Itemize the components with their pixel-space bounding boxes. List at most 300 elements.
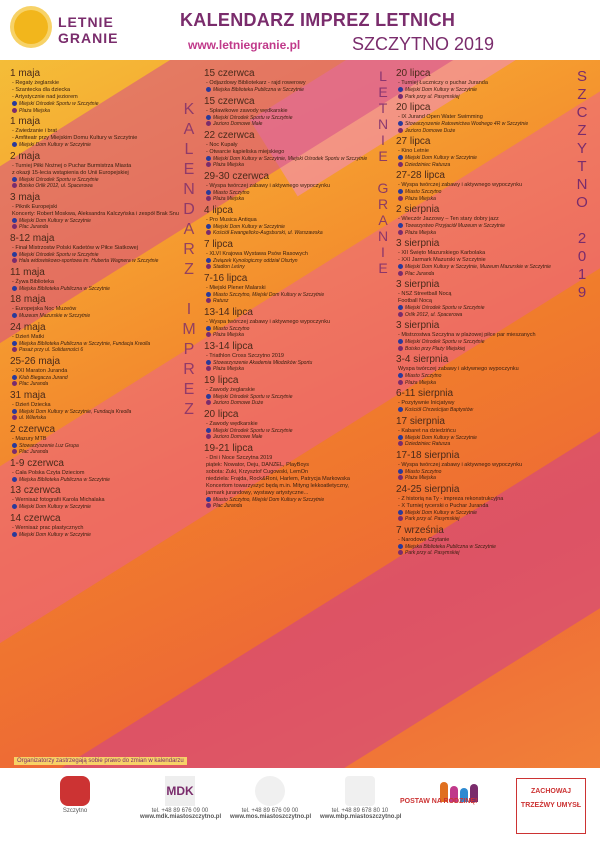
mos-logo <box>255 776 285 806</box>
mdk-url[interactable]: www.mdk.miastoszczytno.pl <box>140 814 222 820</box>
location-text: Plac Juranda <box>213 503 243 509</box>
location-text: Boisko przy Plaży Miejskiej <box>405 345 466 352</box>
organizer-text: Miejski Dom Kultury w Szczytnie <box>405 434 477 441</box>
event-date: 1-9 czerwca <box>10 457 64 469</box>
szczytno-logo[interactable] <box>40 776 110 814</box>
event-title: - Dzień Matki <box>12 333 45 340</box>
vertical-letter: 1 <box>577 266 587 283</box>
event-date: 2 maja <box>10 150 41 162</box>
info-icon <box>12 443 17 448</box>
organizer-text: Miejski Dom Kultury w Szczytnie, Muzeum Mazurskie w Szczytnie <box>405 264 551 270</box>
events-column-1 <box>10 68 195 540</box>
event-location <box>396 312 571 319</box>
event <box>204 341 386 373</box>
info-icon <box>398 87 403 92</box>
organizer-text: Miasto Szczytno <box>213 325 250 332</box>
vertical-letter: E <box>183 161 195 178</box>
location-text: Jezioro Domowe Duże <box>405 127 456 134</box>
event-date: 2 czerwca <box>10 423 56 435</box>
event-location <box>204 196 386 203</box>
location-text: Hala widowiskowo-sportowa im. Huberta Wagnera w Szczytnie <box>19 258 159 264</box>
event-date: 6-11 sierpnia <box>396 388 454 399</box>
event-date: 31 maja <box>10 389 46 401</box>
vertical-letter: S <box>576 68 587 85</box>
event-title: piątek: Nowator, Deju, DANZEL, PlayBoys <box>206 461 310 468</box>
header <box>0 0 600 60</box>
event <box>204 171 386 203</box>
info-icon <box>398 305 403 310</box>
organizer-text: Miejski Ośrodek Sportu w Szczytnie <box>19 251 99 258</box>
event-title: - Piknik Europejski <box>12 203 58 210</box>
event-title: - Zawody żeglarskie <box>206 386 255 393</box>
location-pin-icon <box>12 108 17 113</box>
organizer-text: Miejski Ośrodek Sportu w Szczytnie <box>405 305 485 311</box>
event-location <box>396 550 571 557</box>
event-title: - Kabaret na dziedzińcu <box>398 427 456 434</box>
info-icon <box>206 258 211 263</box>
vertical-letter: D <box>183 201 195 218</box>
location-text: Plaża Miejska <box>213 332 244 338</box>
organizer-text: Miejski Dom Kultury w Szczytnie, Miejski Ośrodek Sportu w Szczytnie <box>213 155 368 162</box>
vertical-letter: Y <box>576 140 587 157</box>
vertical-letter: K <box>183 101 195 118</box>
event-date: 20 lipca <box>204 408 239 420</box>
event-date: 27 lipca <box>396 136 431 147</box>
organizer-text: Stowarzyszenie Luz Grupa <box>19 442 79 449</box>
location-text: Plaża Miejska <box>213 366 244 372</box>
organizer-text: Miejski Dom Kultury w Szczytnie <box>405 87 477 93</box>
event-location <box>396 346 571 353</box>
event-title: - Mazury MTB <box>12 435 47 442</box>
vertical-letter: E <box>378 84 388 100</box>
location-pin-icon <box>206 298 211 303</box>
event-date: 29-30 czerwca <box>204 170 270 182</box>
info-icon <box>206 115 211 120</box>
vertical-letter: G <box>377 180 389 196</box>
event-location <box>10 224 195 231</box>
location-pin-icon <box>12 347 17 352</box>
event-title: - Narodowe Czytanie <box>398 536 450 543</box>
info-icon <box>12 142 17 147</box>
organizer-text: Miejska Biblioteka Publiczna w Szczytnie, Fundacja Kreolla <box>19 340 151 347</box>
location-text: Park przy ul. Pasymskiej <box>405 550 460 556</box>
mos-block[interactable] <box>230 776 310 820</box>
event-organizer <box>10 477 195 484</box>
event <box>10 151 195 190</box>
vertical-letter: Z <box>577 122 587 139</box>
event-date: 20 lipca <box>396 102 431 113</box>
event-location <box>10 183 195 190</box>
mdk-block[interactable] <box>140 776 220 820</box>
event-title: - Wyspa twórczej zabawy i aktywnego wypoczynku <box>206 182 331 189</box>
organizer-text: Miejska Biblioteka Publiczna w Szczytnie <box>213 87 304 93</box>
event-location <box>204 332 386 339</box>
location-pin-icon <box>398 230 403 235</box>
location-text: Pasaż przy ul. Solidarności 6 <box>19 347 84 353</box>
organizer-text: Związek Kynologiczny oddział Olsztyn <box>213 257 298 264</box>
vertical-letter: N <box>576 176 588 193</box>
location-text: Park przy ul. Pasymskiej <box>405 93 460 100</box>
event-location <box>396 271 571 278</box>
event <box>396 416 571 448</box>
event-date: 3 sierpnia <box>396 320 440 331</box>
info-icon <box>398 223 403 228</box>
event <box>10 116 195 149</box>
event-location <box>204 162 386 169</box>
event-date: 3 sierpnia <box>396 279 440 290</box>
vertical-letter: Z <box>184 261 194 278</box>
event-date: 13-14 lipca <box>204 340 253 352</box>
location-pin-icon <box>398 441 403 446</box>
info-icon <box>206 360 211 365</box>
city-year: SZCZYTNO 2019 <box>352 34 495 54</box>
event <box>204 68 386 94</box>
location-text: Plaża Miejska <box>405 379 436 386</box>
event <box>204 307 386 339</box>
event-title: jarmark jurandowy, wystawy artystyczne... <box>206 489 309 496</box>
info-icon <box>398 407 403 412</box>
event-date: 3 maja <box>10 191 41 203</box>
event-location <box>10 449 195 456</box>
event-title: - Wernisaż prac plastycznych <box>12 524 84 531</box>
event <box>10 322 195 354</box>
vertical-letter: R <box>183 361 195 378</box>
event-date: 19-21 lipca <box>204 442 253 454</box>
organizer-text: Miasto Szczytno, Miejski Dom Kultury w Szczytnie <box>213 496 325 503</box>
event <box>396 484 571 523</box>
event-organizer <box>10 504 195 511</box>
event-title: - Cała Polska Czyta Dzieciom <box>12 469 85 476</box>
event-title: - Dni i Noce Szczytna 2019 <box>206 454 273 461</box>
event-date: 15 czerwca <box>204 68 255 79</box>
event-organizer <box>10 313 195 320</box>
event-location <box>396 475 571 482</box>
location-pin-icon <box>206 264 211 269</box>
event-organizer <box>204 87 386 94</box>
event <box>10 294 195 320</box>
event-date: 14 czerwca <box>10 512 61 524</box>
location-pin-icon <box>398 346 403 351</box>
vertical-letter: I <box>381 244 385 260</box>
info-icon <box>206 87 211 92</box>
event-location <box>396 516 571 523</box>
event <box>396 354 571 386</box>
info-icon <box>398 155 403 160</box>
vertical-letter: O <box>576 194 588 211</box>
info-icon <box>398 121 403 126</box>
event-date: 15 czerwca <box>204 95 255 107</box>
location-text: Plaża Miejska <box>405 229 436 236</box>
location-pin-icon <box>206 121 211 126</box>
event-title: - IX Jurand Open Water Swimming <box>398 114 483 120</box>
event <box>204 273 386 305</box>
organizer-text: Miejski Dom Kultury w Szczytnie, Fundacja Kreolla <box>19 408 132 415</box>
event <box>396 238 571 277</box>
location-pin-icon <box>206 503 211 508</box>
organizer-text: Miejski Ośrodek Sportu w Szczytnie <box>19 176 99 183</box>
event-title: - Wieczór Jazzowy – Ten stary dobry jazz <box>398 216 499 222</box>
organizer-text: Miasto Szczytno <box>405 373 442 379</box>
szczytno-logo-label: Szczytno <box>62 808 88 814</box>
location-text: Plac Juranda <box>19 224 49 230</box>
location-pin-icon <box>206 162 211 167</box>
info-icon <box>206 497 211 502</box>
location-pin-icon <box>12 381 17 386</box>
mbp-url[interactable]: www.mbp.miastoszczytno.pl <box>320 814 402 820</box>
vertical-letter: L <box>379 68 387 84</box>
event-title: - Szantecka dla dziecka <box>12 87 71 93</box>
location-text: Plac Juranda <box>405 270 435 277</box>
vertical-letter: 9 <box>577 284 587 301</box>
info-icon <box>12 313 17 318</box>
event-location <box>396 128 571 135</box>
events-column-2 <box>204 68 386 512</box>
event-date: 22 czerwca <box>204 129 255 141</box>
info-icon <box>206 428 211 433</box>
organizer-text: Klub Biegacza Jurand <box>19 374 68 381</box>
organizer-text: Miejski Dom Kultury w Szczytnie <box>405 509 477 516</box>
event-title: - Wernisaż fotografii Karola Michalaka <box>12 497 105 503</box>
event-title: - Amfiteatr przy Miejskim Domu Kultury w Szczytnie <box>12 135 138 141</box>
event <box>396 170 571 202</box>
event-date: 1 maja <box>10 68 41 79</box>
vertical-letter: N <box>183 181 195 198</box>
event-location <box>396 230 571 237</box>
event-date: 27-28 lipca <box>396 170 445 181</box>
event-location <box>204 298 386 305</box>
organizer-text: Miasto Szczytno <box>405 189 442 195</box>
location-text: Plaża Miejska <box>213 196 244 202</box>
event <box>396 525 571 557</box>
vertical-letter: E <box>183 381 195 398</box>
mdk-phone: tel. +48 89 676 09 00 <box>151 808 209 814</box>
location-text: Dziedziniec Ratusza <box>405 161 451 168</box>
event-date: 17 sierpnia <box>396 415 445 427</box>
event-title: - Triathlon Cross Szczytno 2019 <box>206 352 284 359</box>
location-text: Kościół Ewangelicko-Augsburski, ul. Warszawska <box>213 230 323 236</box>
event <box>10 424 195 456</box>
mbp-logo <box>345 776 375 806</box>
organizer-text: Muzeum Mazurskie w Szczytnie <box>19 313 91 319</box>
info-icon <box>12 177 17 182</box>
organizer-text: Stowarzyszenie Akademia Młodzików Sportu <box>213 359 313 366</box>
event-title: - Mistrzostwa Szczytna w plażowej piłce par mieszanych <box>398 332 536 338</box>
event-title: - Zawody wędkarskie <box>206 420 258 427</box>
organizer-text: Miasto Szczytno, Miejski Dom Kultury w Szczytnie <box>213 291 325 298</box>
organizer-text: Miejski Dom Kultury w Szczytnie <box>213 223 285 230</box>
event <box>204 239 386 271</box>
location-pin-icon <box>398 516 403 521</box>
location-pin-icon <box>206 434 211 439</box>
event-organizer <box>10 142 195 149</box>
event <box>10 513 195 539</box>
organizer-text: Miejski Dom Kultury w Szczytnie <box>19 531 91 538</box>
organizer-text: Kościół Chrześcijan Baptystów <box>405 407 474 413</box>
event-date: 24 maja <box>10 321 46 333</box>
vertical-letter: R <box>377 196 389 212</box>
location-pin-icon <box>398 128 403 133</box>
vertical-letter: C <box>576 104 588 121</box>
vertical-letter: A <box>183 221 195 238</box>
location-text: Orlik 2012, ul. Spacerowa <box>405 311 463 318</box>
mdk-logo: MDK <box>165 776 195 806</box>
event-location <box>396 162 571 169</box>
event-title: - NSZ Streetball Nocą <box>398 291 452 297</box>
mos-phone: tel. +48 89 676 09 00 <box>241 808 299 814</box>
event-title: - Turniej Łuczniczy o puchar Juranda <box>398 80 488 86</box>
vertical-letter: P <box>183 341 195 358</box>
event-date: 20 lipca <box>396 68 431 79</box>
event-title: - Wyspa twórczej zabawy i aktywnego wypoczynku <box>206 318 331 325</box>
location-text: Plaża Miejska <box>19 107 50 114</box>
event-title: Koncerty: Robert Moskwa, Aleksandra Kalczyńska i zespół Brak Snu <box>12 210 179 217</box>
location-pin-icon <box>12 183 17 188</box>
event <box>204 205 386 237</box>
event-organizer <box>396 407 571 414</box>
event <box>204 409 386 441</box>
event-location <box>10 347 195 354</box>
event-location <box>10 108 195 115</box>
info-icon <box>12 341 17 346</box>
organizer-text: Miejski Ośrodek Sportu w Szczytnie <box>213 393 293 400</box>
info-icon <box>12 101 17 106</box>
event-title: - Artystycznie nad jeziorem <box>12 94 78 100</box>
event-title: - Miejski Plener Malarski <box>206 284 266 291</box>
info-icon <box>398 264 403 269</box>
event-location <box>204 434 386 441</box>
vertical-letter: A <box>183 121 195 138</box>
mbp-block[interactable] <box>320 776 400 820</box>
disclaimer-note: Organizatorzy zastrzegają sobie prawo do zmian w kalendarzu <box>14 757 187 765</box>
event-title: - Pozytywnie Inicjatywy <box>398 400 455 406</box>
event <box>396 68 571 100</box>
event-date: 18 maja <box>10 294 46 305</box>
info-icon <box>12 375 17 380</box>
event-date: 1 maja <box>10 116 41 127</box>
event-location <box>204 503 386 510</box>
event-location <box>396 441 571 448</box>
vertical-letter: Z <box>184 401 194 418</box>
event-organizer <box>10 532 195 539</box>
vertical-letter: I <box>381 132 385 148</box>
organizer-text: Miejski Ośrodek Sportu w Szczytnie <box>19 101 99 107</box>
vertical-letter: M <box>182 321 196 338</box>
event <box>204 443 386 510</box>
vertical-letter: L <box>184 141 194 158</box>
info-icon <box>206 292 211 297</box>
event-location <box>10 381 195 388</box>
location-pin-icon <box>398 312 403 317</box>
event-title: - XII Święto Mazurskiego Karbolaka <box>398 250 486 256</box>
event-date: 17-18 sierpnia <box>396 449 460 461</box>
event-title: niedziela: Frajda, Rock&Roni, Harlem, Patrycja Markowska <box>206 475 350 482</box>
event-title: - Kino Letnie <box>398 148 429 154</box>
location-pin-icon <box>206 196 211 201</box>
organizer-text: Miejski Ośrodek Sportu w Szczytnie <box>213 114 293 121</box>
event-title: - Z historią na Ty - impreza rekonstrukcyjna <box>398 495 504 502</box>
mos-url[interactable]: www.mos.miastoszczytno.pl <box>230 814 312 820</box>
organizer-text: Miasto Szczytno <box>213 189 250 196</box>
info-icon <box>398 544 403 549</box>
event-location <box>204 230 386 237</box>
event-title: sobota: Zuki, Krzysztof Cugowski, LemOn <box>206 468 309 475</box>
organizer-text: Miejski Dom Kultury w Szczytnie <box>19 217 91 224</box>
event-title: - Dzień Dziecka <box>12 401 51 408</box>
letnie-granie-logo[interactable] <box>14 8 134 52</box>
event-date: 3 sierpnia <box>396 238 440 249</box>
event-title: - Wyspa twórczej zabawy i aktywnego wypoczynku <box>398 182 523 188</box>
event-date: 2 sierpnia <box>396 204 440 215</box>
vertical-text-right <box>572 68 592 302</box>
event-title: - Żywa Biblioteka <box>12 278 54 285</box>
event-location <box>204 264 386 271</box>
location-pin-icon <box>12 449 17 454</box>
event-date: 7-16 lipca <box>204 272 248 284</box>
info-icon <box>398 469 403 474</box>
event <box>10 267 195 293</box>
event-title: - X Turniej rycerski o Puchar Juranda <box>398 502 489 509</box>
organizer-text: Miejski Ośrodek Sportu w Szczytnie <box>405 339 485 345</box>
logo-line1: LETNIE <box>58 14 114 30</box>
location-text: Plac Juranda <box>19 449 49 455</box>
sun-icon <box>14 10 48 44</box>
organizer-text: Miejska Biblioteka Publiczna w Szczytnie <box>405 543 496 550</box>
location-text: Jezioro Domowe Duże <box>213 400 264 406</box>
event <box>10 356 195 388</box>
location-pin-icon <box>206 230 211 235</box>
location-pin-icon <box>398 196 403 201</box>
event <box>10 390 195 422</box>
vertical-letter: 0 <box>577 248 587 265</box>
event-title: - Europejska Noc Muzeów <box>12 306 77 312</box>
event <box>204 375 386 407</box>
location-pin-icon <box>206 332 211 337</box>
organizer-text: Towarzystwo Przyjaciół Muzeum w Szczytnie <box>405 223 505 229</box>
event-title: - Wyspa twórczej zabawy i aktywnego wypoczynku <box>398 461 523 468</box>
info-icon <box>12 477 17 482</box>
event-location <box>10 258 195 265</box>
event-date: 7 września <box>396 524 444 536</box>
vertical-letter: Z <box>577 86 587 103</box>
info-icon <box>206 326 211 331</box>
event-location <box>396 380 571 387</box>
location-pin-icon <box>398 475 403 480</box>
event-date: 4 lipca <box>204 204 233 216</box>
deer-icon <box>60 776 90 806</box>
event <box>204 130 386 169</box>
location-pin-icon <box>206 400 211 405</box>
website-link[interactable]: www.letniegranie.pl <box>188 38 301 52</box>
page-title: KALENDARZ IMPREZ LETNICH <box>180 10 456 30</box>
event-location <box>204 400 386 407</box>
location-pin-icon <box>12 415 17 420</box>
mbp-phone: tel. +48 89 678 80 10 <box>331 808 389 814</box>
event-title: Football Nocą <box>398 298 432 304</box>
info-icon <box>12 532 17 537</box>
event-date: 19 lipca <box>204 374 239 386</box>
location-text: Park przy ul. Pasymskiej <box>405 516 460 522</box>
location-text: ul. Wileńska <box>19 415 46 421</box>
event-title: - Pro Musica Antiqua <box>206 216 257 223</box>
event-date: 8-12 maja <box>10 232 55 244</box>
location-text: Jezioro Domowe Małe <box>213 121 263 127</box>
vertical-letter <box>572 212 592 230</box>
info-icon <box>398 189 403 194</box>
vertical-letter: E <box>378 148 388 164</box>
event <box>396 450 571 482</box>
events-column-3 <box>396 68 571 559</box>
postaw-na-rodzine-logo: POSTAW NA RODZINĘ! <box>400 798 478 805</box>
